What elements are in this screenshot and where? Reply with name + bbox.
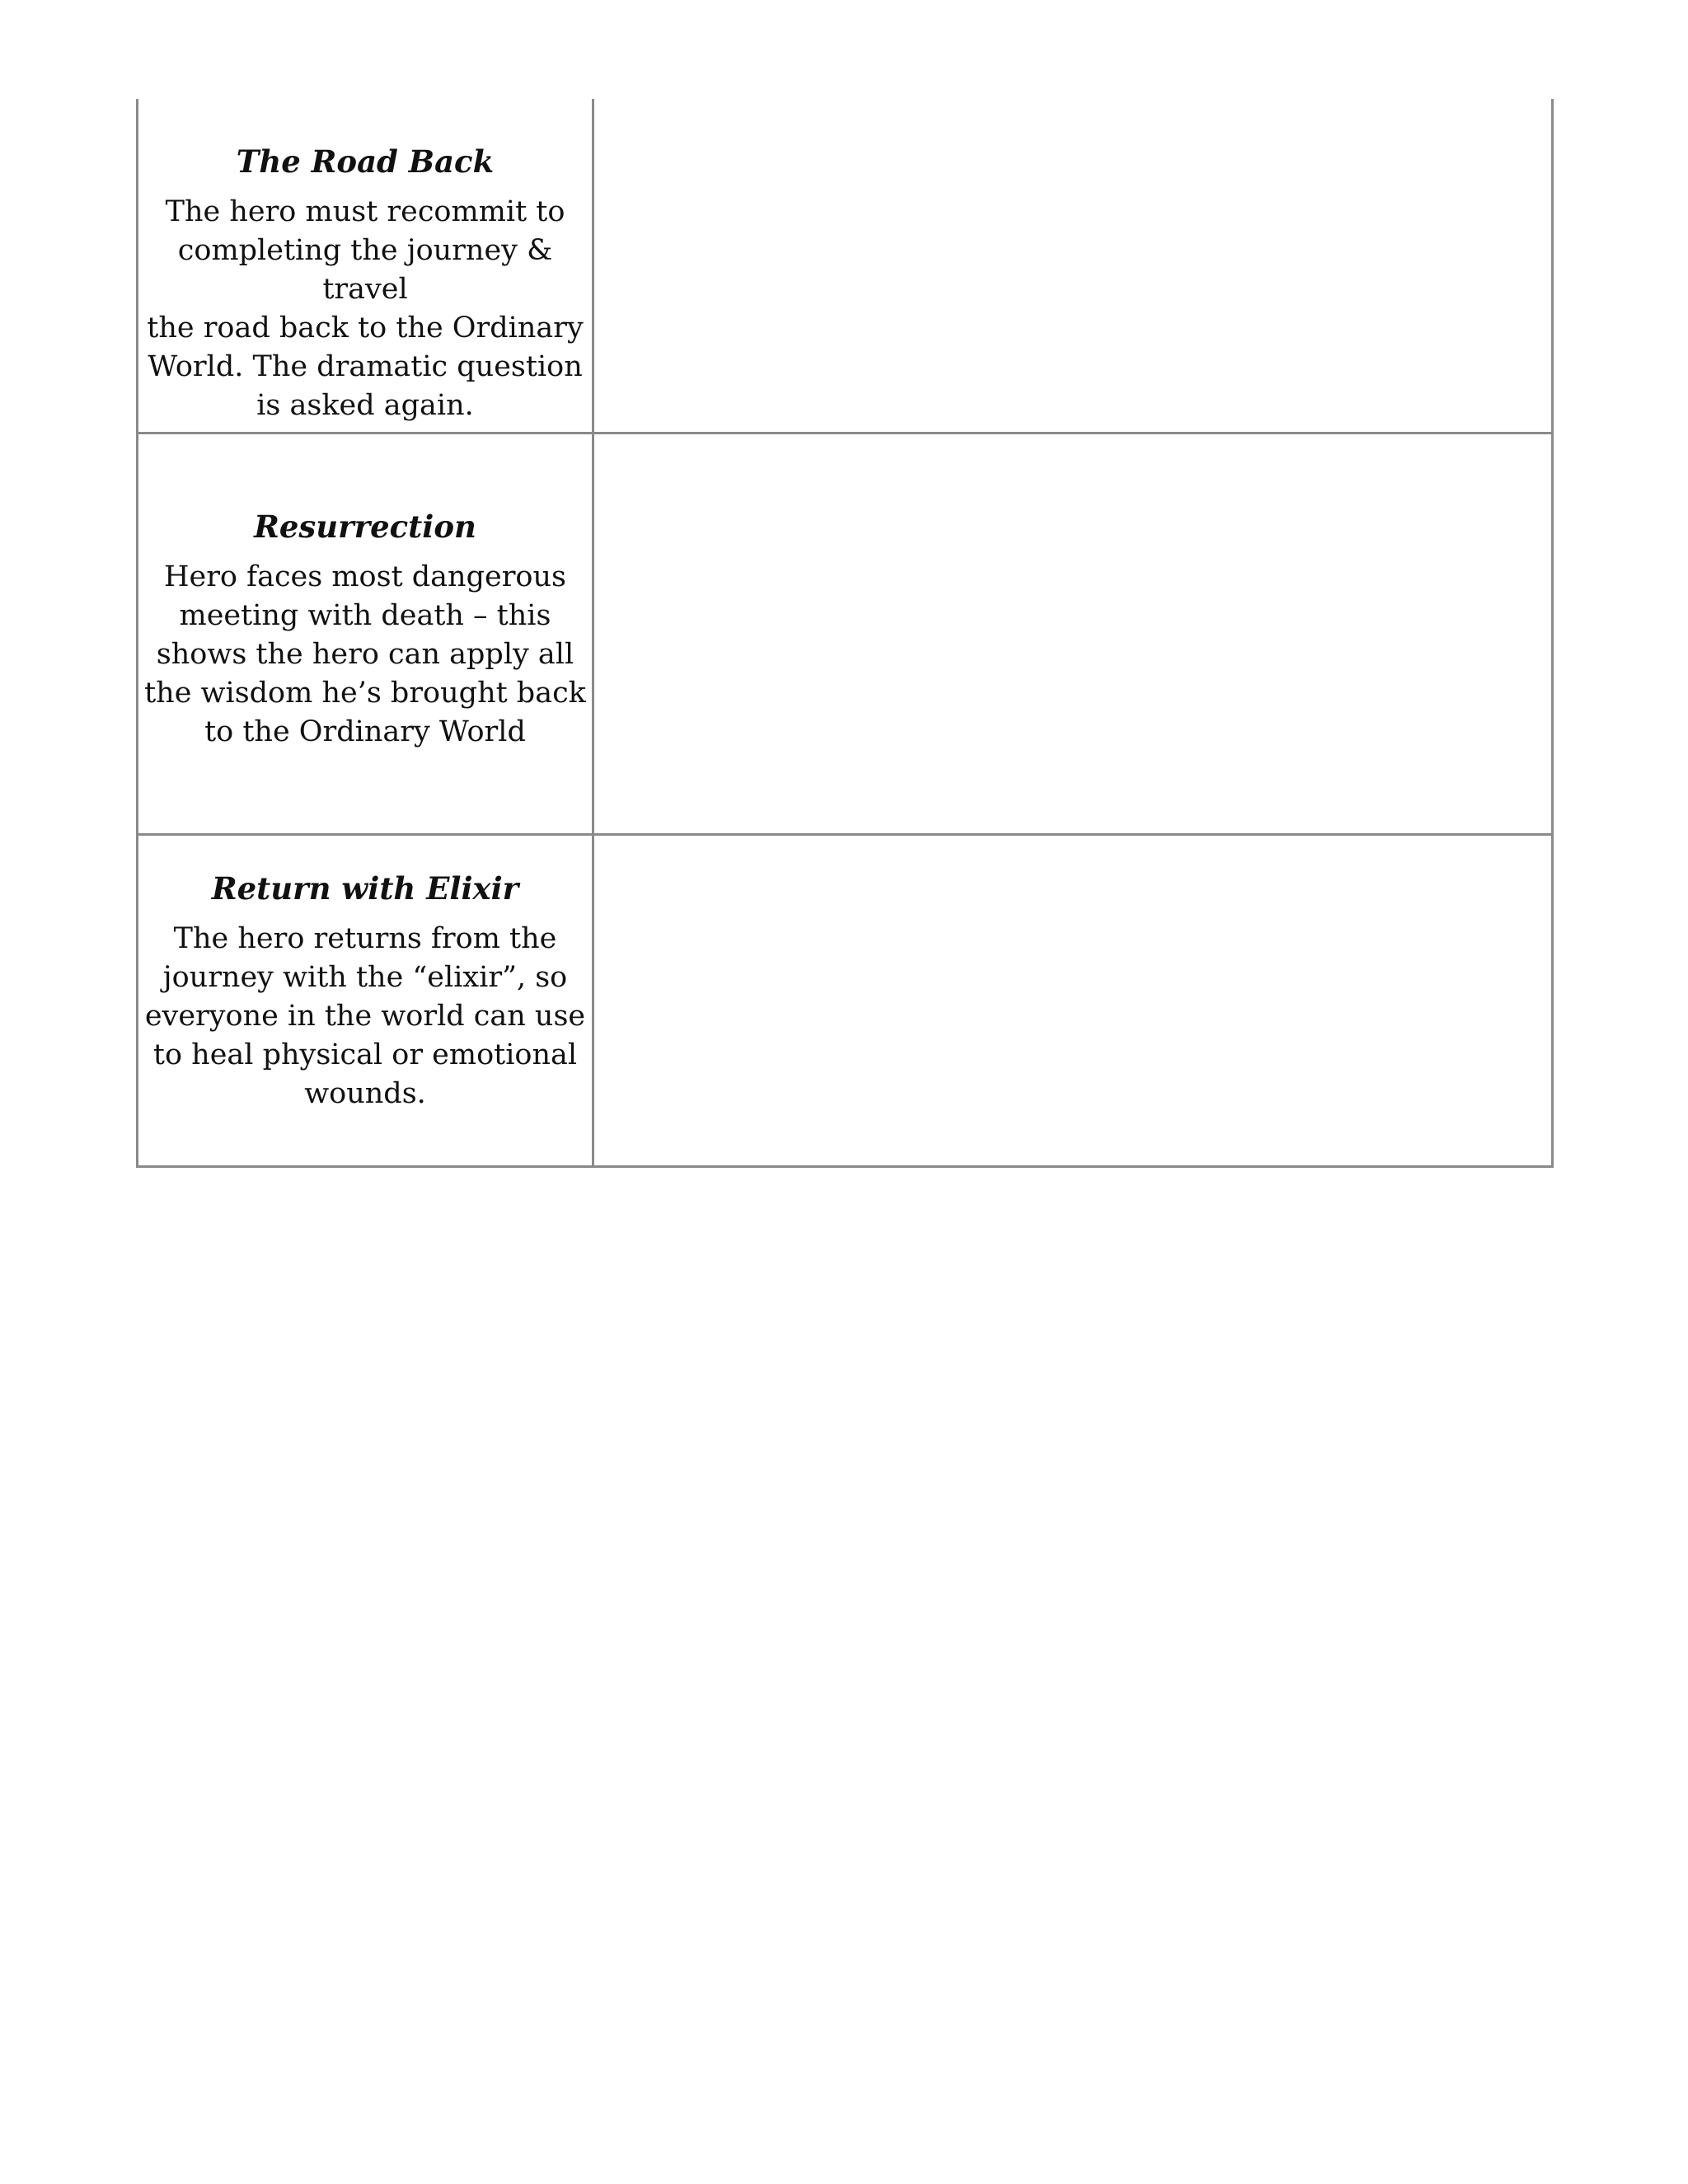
stage-title: Resurrection [254, 509, 476, 545]
stage-description-line: Hero faces most dangerous [163, 560, 567, 593]
stage-description-line: completing the journey & travel [177, 234, 553, 306]
stage-description-line: journey with the “elixir”, so [162, 961, 568, 994]
stage-description [142, 193, 588, 425]
stage-description-line: meeting with death – this [179, 599, 551, 632]
stage-description-cell [138, 99, 594, 432]
stage-description-line: to the Ordinary World [204, 715, 526, 748]
stage-description-line: The hero returns from the [173, 922, 557, 955]
table-row [136, 836, 1554, 1168]
stage-title: Return with Elixir [211, 870, 519, 907]
stage-description-line: is asked again. [256, 389, 474, 422]
stage-description-line: to heal physical or emotional [152, 1038, 578, 1071]
stage-description-line: everyone in the world can use [144, 1000, 586, 1033]
stage-description-line: the road back to the Ordinary [147, 312, 584, 344]
stage-description-cell [138, 836, 594, 1165]
heros-journey-table [136, 99, 1554, 1168]
stage-description-line: World. The dramatic question [148, 350, 583, 383]
stage-answer-cell[interactable] [594, 99, 1551, 432]
stage-description-line: The hero must recommit to [165, 195, 565, 228]
stage-description [144, 558, 586, 752]
stage-description [145, 920, 585, 1113]
stage-description-line: wounds. [304, 1077, 426, 1110]
stage-answer-cell[interactable] [594, 836, 1551, 1165]
stage-answer-cell[interactable] [594, 434, 1551, 833]
stage-description-line: the wisdom he’s brought back [144, 677, 586, 710]
stage-description-cell [138, 434, 594, 833]
stage-description-line: shows the hero can apply all [156, 638, 574, 671]
stage-title: The Road Back [236, 143, 495, 180]
table-row [136, 99, 1554, 434]
table-row [136, 434, 1554, 836]
